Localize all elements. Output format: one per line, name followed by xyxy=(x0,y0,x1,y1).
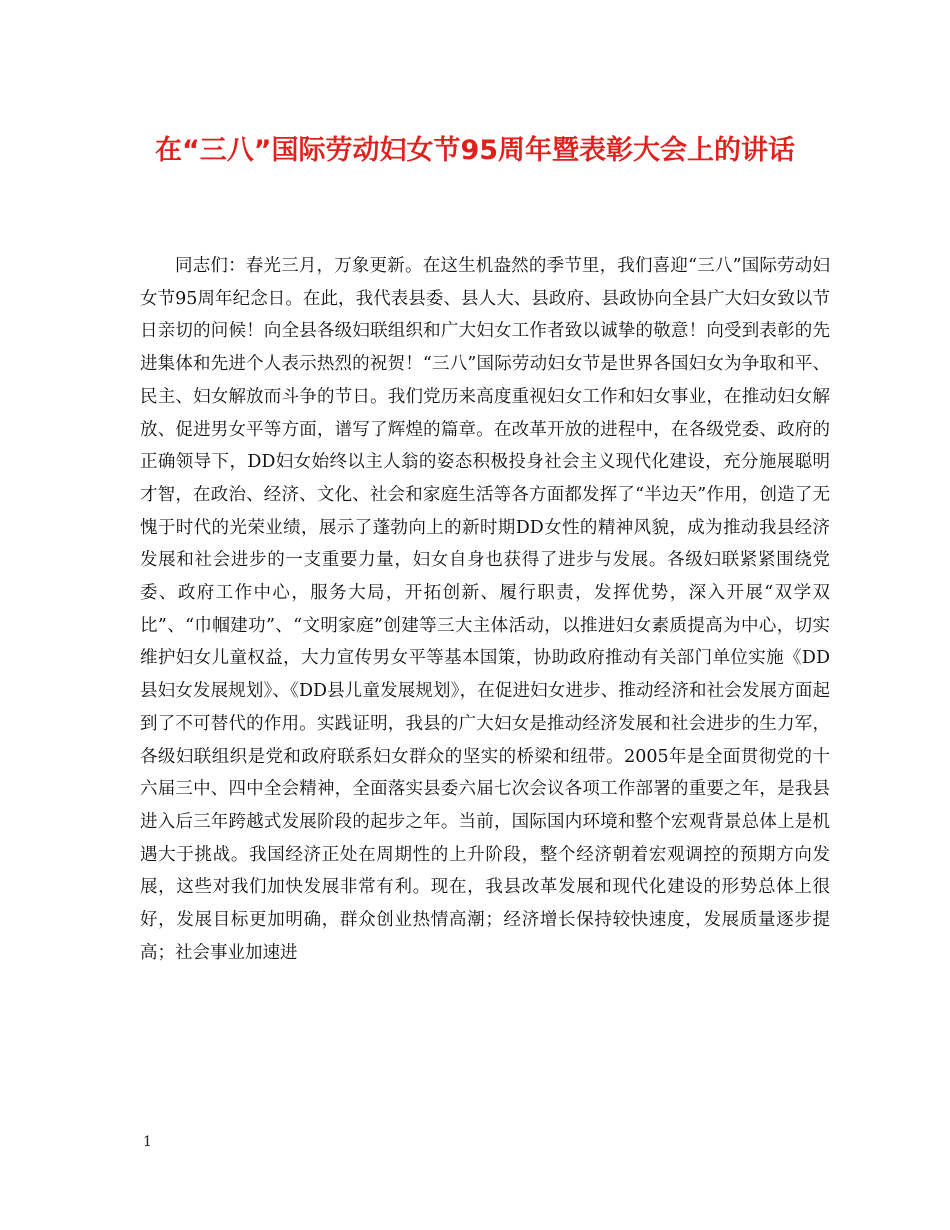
page-number: 1 xyxy=(143,1134,152,1150)
body-paragraph: 同志们：春光三月，万象更新。在这生机盎然的季节里，我们喜迎“三八”国际劳动妇女节95周年纪念日。在此，我代表县委、县人大、县政府、县政协向全县广大妇女致以节日亲切的问候！向全县各级妇联组织和广大妇女工作者致以诚挚的敬意！向受到表彰的先进集体和先进个人表示热烈的祝贺！“三八”国际劳动妇女节是世界各国妇女为争取和平、民主、妇女解放而斗争的节日。我们党历来高度重视妇女工作和妇女事业，在推动妇女解放、促进男女平等方面，谱写了辉煌的篇章。在改革开放的进程中，在各级党委、政府的正确领导下，DD妇女始终以主人翁的姿态积极投身社会主义现代化建设，充分施展聪明才智，在政治、经济、文化、社会和家庭生活等各方面都发挥了“半边天”作用，创造了无愧于时代的光荣业绩，展示了蓬勃向上的新时期DD女性的精神风貌，成为推动我县经济发展和社会进步的一支重要力量，妇女自身也获得了进步与发展。各级妇联紧紧围绕党委、政府工作中心，服务大局，开拓创新、履行职责，发挥优势，深入开展“双学双比”、“巾帼建功”、“文明家庭”创建等三大主体活动，以推进妇女素质提高为中心，切实维护妇女儿童权益，大力宣传男女平等基本国策，协助政府推动有关部门单位实施《DD县妇女发展规划》、《DD县儿童发展规划》，在促进妇女进步、推动经济和社会发展方面起到了不可替代的作用。实践证明，我县的广大妇女是推动经济发展和社会进步的生力军，各级妇联组织是党和政府联系妇女群众的坚实的桥梁和纽带。2005年是全面贯彻党的十六届三中、四中全会精神，全面落实县委六届七次会议各项工作部署的重要之年，是我县进入后三年跨越式发展阶段的起步之年。当前，国际国内环境和整个宏观背景总体上是机遇大于挑战。我国经济正处在周期性的上升阶段，整个经济朝着宏观调控的预期方向发展，这些对我们加快发展非常有利。现在，我县改革发展和现代化建设的形势总体上很好，发展目标更加明确，群众创业热情高潮；经济增长保持较快速度，发展质量逐步提高；社会事业加速进 xyxy=(140,256,830,963)
document-title: 在“三八”国际劳动妇女节95周年暨表彰大会上的讲话 xyxy=(154,135,796,166)
